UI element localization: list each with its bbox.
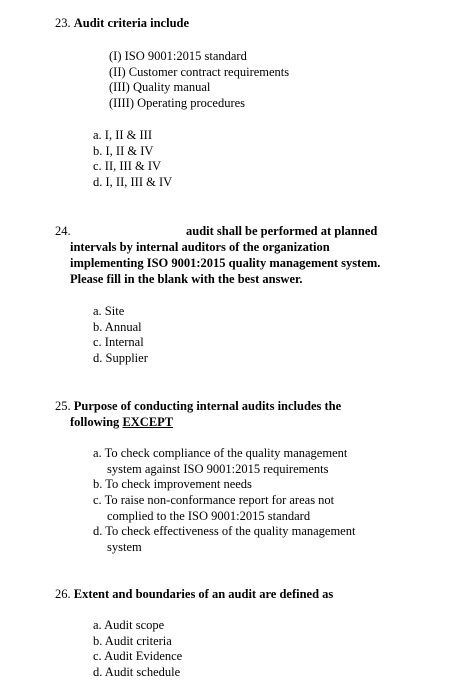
question-number: 25. [55,399,71,413]
question-stem-line: implementing ISO 9001:2015 quality management system. [70,256,381,270]
answer-option[interactable]: c. To raise non-conformance report for areas not [93,493,335,508]
answer-option[interactable]: b. Audit criteria [93,633,172,648]
question-stem: Extent and boundaries of an audit are defined as [73,587,334,601]
q26-options [93,618,182,681]
stem-emphasis: EXCEPT [122,415,174,429]
question-stem-line: audit shall be performed at planned [186,224,378,238]
q23-options [93,128,172,191]
question-25-stem-line2 [70,415,173,430]
q25-options [93,446,355,556]
answer-option[interactable]: a. I, II & III [93,128,152,142]
answer-option[interactable]: d. Supplier [93,351,148,366]
answer-option[interactable]: c. Internal [93,335,144,350]
question-number: 26. [55,587,71,601]
question-number: 24. [55,224,71,238]
q23-criteria-list [109,49,289,112]
answer-option-continuation: system [107,540,142,555]
answer-option[interactable]: a. To check compliance of the quality management [93,446,348,460]
criteria-item: (III) Quality manual [109,80,211,95]
question-number: 23. [55,16,71,30]
question-26-title [55,587,333,602]
question-25-title [55,399,341,414]
question-stem-line: Please fill in the blank with the best answer. [70,272,303,286]
answer-option[interactable]: d. I, II, III & IV [93,175,173,190]
answer-option[interactable]: d. Audit schedule [93,665,181,680]
answer-option[interactable]: c. II, III & IV [93,159,162,174]
answer-option[interactable]: c. Audit Evidence [93,649,183,664]
answer-option[interactable]: b. Annual [93,319,142,334]
answer-option[interactable]: b. I, II & IV [93,143,154,158]
question-stem-line: intervals by internal auditors of the organization [70,240,330,254]
answer-option-continuation: complied to the ISO 9001:2015 standard [107,508,311,523]
question-23-title [55,16,189,31]
stem-text: following [70,415,120,429]
answer-option[interactable]: d. To check effectiveness of the quality management [93,524,356,539]
question-stem-line: Purpose of conducting internal audits includes the [73,399,342,413]
criteria-item: (II) Customer contract requirements [109,64,290,79]
criteria-item: (I) ISO 9001:2015 standard [109,49,247,63]
question-stem: Audit criteria include [73,16,190,30]
answer-option-continuation: system against ISO 9001:2015 requirements [107,461,329,476]
answer-option[interactable]: a. Site [93,304,125,318]
answer-option[interactable]: a. Audit scope [93,618,165,632]
criteria-item: (IIII) Operating procedures [109,96,246,111]
q24-options [93,304,148,367]
answer-option[interactable]: b. To check improvement needs [93,477,252,492]
